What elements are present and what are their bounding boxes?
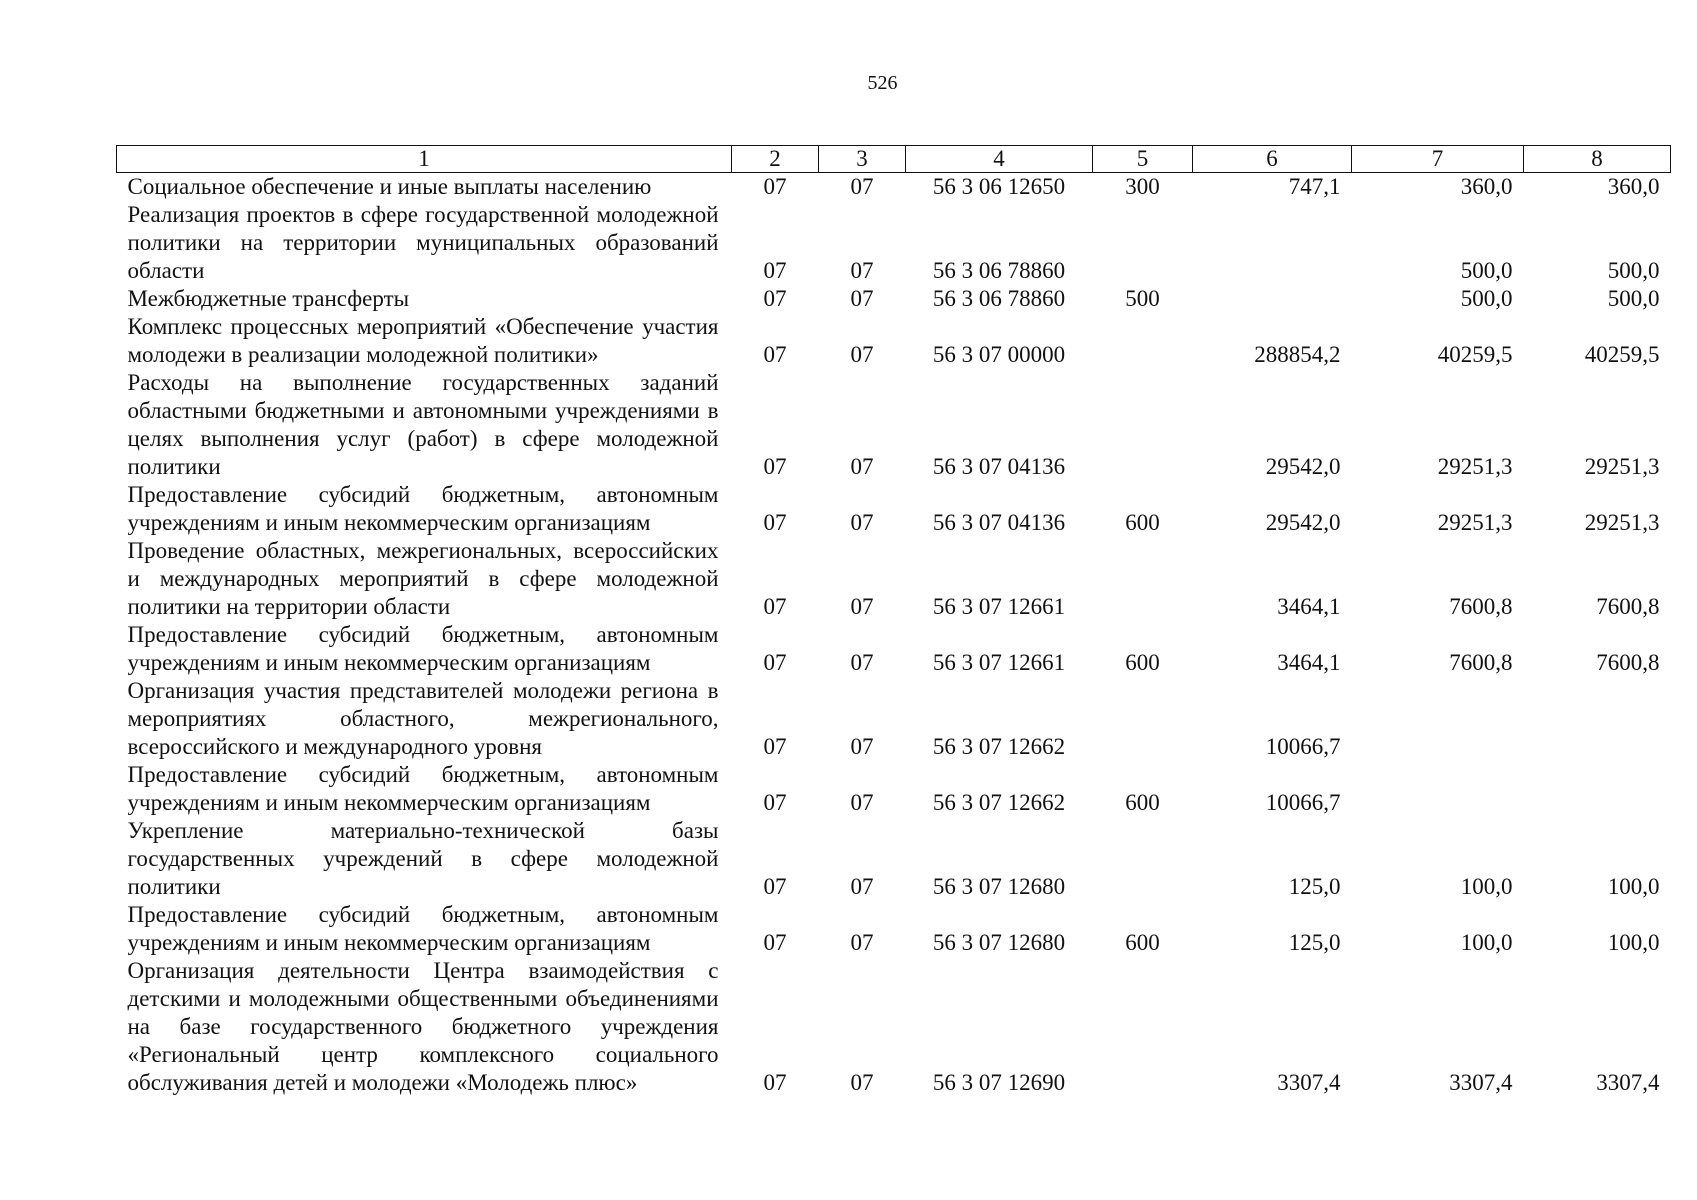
table-row — [117, 201, 1671, 285]
row-amount-col6: 3307,4 — [1277, 1070, 1341, 1095]
row-amount-col8: 3307,4 — [1596, 1070, 1660, 1095]
table-row — [117, 817, 1671, 901]
row-amount-col6: 10066,7 — [1265, 734, 1341, 759]
row-section: 07 — [763, 650, 787, 675]
row-amount-col7: 100,0 — [1460, 874, 1513, 899]
row-expense-type — [1093, 677, 1193, 761]
row-section: 07 — [763, 174, 787, 199]
row-expense-type — [1093, 201, 1193, 285]
row-target-code: 56 3 07 12680 — [932, 930, 1066, 955]
row-subsection: 07 — [850, 258, 874, 283]
table-row — [117, 537, 1671, 621]
row-description: Реализация проектов в сфере государственной молодежной политики на территории муниципальных образований области — [127, 202, 719, 283]
row-target-code: 56 3 07 00000 — [932, 342, 1066, 367]
row-amount-col6: 125,0 — [1288, 930, 1341, 955]
row-description: Предоставление субсидий бюджетным, автономным учреждениям и иным некоммерческим организациям — [127, 482, 719, 535]
row-amount-col7: 7600,8 — [1449, 594, 1513, 619]
row-expense-type — [1093, 957, 1193, 1097]
row-amount-col7: 40259,5 — [1437, 342, 1513, 367]
row-subsection: 07 — [850, 930, 874, 955]
header-row — [117, 146, 1671, 173]
row-amount-col6: 10066,7 — [1265, 790, 1341, 815]
row-amount-col8 — [1524, 677, 1671, 761]
row-amount-col8: 29251,3 — [1584, 510, 1660, 535]
row-amount-col8: 360,0 — [1607, 174, 1660, 199]
row-description: Межбюджетные трансферты — [127, 286, 410, 311]
row-target-code: 56 3 07 12661 — [932, 650, 1066, 675]
row-subsection: 07 — [850, 286, 874, 311]
row-section: 07 — [763, 790, 787, 815]
row-amount-col8: 500,0 — [1607, 258, 1660, 283]
row-target-code: 56 3 07 12680 — [932, 874, 1066, 899]
table-row — [117, 285, 1671, 313]
row-amount-col7: 100,0 — [1460, 930, 1513, 955]
column-header-2: 2 — [732, 146, 819, 173]
row-expense-type: 600 — [1125, 930, 1160, 955]
row-section: 07 — [763, 454, 787, 479]
row-expense-type — [1093, 817, 1193, 901]
row-amount-col7 — [1352, 677, 1524, 761]
row-description: Социальное обеспечение и иные выплаты населению — [127, 174, 652, 199]
column-header-1: 1 — [117, 146, 732, 173]
table-row — [117, 957, 1671, 1097]
table-body — [117, 173, 1671, 1098]
row-subsection: 07 — [850, 874, 874, 899]
row-amount-col6: 125,0 — [1288, 874, 1341, 899]
table-header — [117, 146, 1671, 173]
row-amount-col6: 3464,1 — [1277, 650, 1341, 675]
row-amount-col8: 100,0 — [1607, 930, 1660, 955]
row-description: Организация деятельности Центра взаимодействия с детскими и молодежными общественными объединениями на базе государственного бюджетного учреждения «Региональный центр комплексного социального обслуживания детей и молодежи «Молодежь плюс» — [127, 958, 719, 1095]
row-expense-type — [1093, 369, 1193, 481]
row-amount-col8 — [1524, 761, 1671, 817]
row-expense-type: 600 — [1125, 650, 1160, 675]
row-subsection: 07 — [850, 174, 874, 199]
row-subsection: 07 — [850, 510, 874, 535]
row-subsection: 07 — [850, 734, 874, 759]
row-amount-col7: 29251,3 — [1437, 454, 1513, 479]
row-section: 07 — [763, 1070, 787, 1095]
row-target-code: 56 3 07 12662 — [932, 790, 1066, 815]
row-amount-col6: 29542,0 — [1265, 510, 1341, 535]
row-section: 07 — [763, 930, 787, 955]
row-subsection: 07 — [850, 594, 874, 619]
row-target-code: 56 3 07 04136 — [932, 510, 1066, 535]
table-row — [117, 761, 1671, 817]
row-amount-col7: 3307,4 — [1449, 1070, 1513, 1095]
column-header-7: 7 — [1352, 146, 1524, 173]
row-amount-col6: 3464,1 — [1277, 594, 1341, 619]
table-row — [117, 677, 1671, 761]
row-target-code: 56 3 07 12662 — [932, 734, 1066, 759]
row-section: 07 — [763, 734, 787, 759]
row-section: 07 — [763, 286, 787, 311]
column-header-8: 8 — [1524, 146, 1671, 173]
row-expense-type — [1093, 537, 1193, 621]
row-amount-col6: 747,1 — [1288, 174, 1341, 199]
row-target-code: 56 3 07 12661 — [932, 594, 1066, 619]
table-row — [117, 313, 1671, 369]
table-row — [117, 369, 1671, 481]
budget-table — [116, 145, 1671, 1097]
column-header-6: 6 — [1193, 146, 1352, 173]
row-expense-type: 500 — [1125, 286, 1160, 311]
row-expense-type: 600 — [1125, 790, 1160, 815]
page-number: 526 — [867, 72, 898, 94]
row-description: Организация участия представителей молодежи региона в мероприятиях областного, межрегионального, всероссийского и международного уровня — [127, 678, 719, 759]
table-row — [117, 621, 1671, 677]
row-amount-col8: 500,0 — [1607, 286, 1660, 311]
row-description: Расходы на выполнение государственных заданий областными бюджетными и автономными учреждениями в целях выполнения услуг (работ) в сфере молодежной политики — [127, 370, 719, 479]
row-target-code: 56 3 07 04136 — [932, 454, 1066, 479]
column-header-5: 5 — [1093, 146, 1193, 173]
row-subsection: 07 — [850, 650, 874, 675]
row-target-code: 56 3 07 12690 — [932, 1070, 1066, 1095]
row-amount-col8: 40259,5 — [1584, 342, 1660, 367]
row-amount-col8: 29251,3 — [1584, 454, 1660, 479]
row-amount-col7: 500,0 — [1460, 258, 1513, 283]
row-section: 07 — [763, 342, 787, 367]
row-description: Предоставление субсидий бюджетным, автономным учреждениям и иным некоммерческим организациям — [127, 762, 719, 815]
row-expense-type: 600 — [1125, 510, 1160, 535]
row-description: Проведение областных, межрегиональных, всероссийских и международных мероприятий в сфере молодежной политики на территории области — [127, 538, 719, 619]
row-section: 07 — [763, 874, 787, 899]
row-description: Предоставление субсидий бюджетным, автономным учреждениям и иным некоммерческим организациям — [127, 622, 719, 675]
row-amount-col8: 7600,8 — [1596, 594, 1660, 619]
row-subsection: 07 — [850, 454, 874, 479]
row-description: Комплекс процессных мероприятий «Обеспечение участия молодежи в реализации молодежной политики» — [127, 314, 719, 367]
row-subsection: 07 — [850, 1070, 874, 1095]
row-amount-col6 — [1193, 285, 1352, 313]
row-amount-col7: 500,0 — [1460, 286, 1513, 311]
row-description: Укрепление материально-технической базы государственных учреждений в сфере молодежной политики — [127, 818, 719, 899]
row-subsection: 07 — [850, 342, 874, 367]
row-amount-col7 — [1352, 761, 1524, 817]
row-amount-col6: 288854,2 — [1254, 342, 1341, 367]
row-subsection: 07 — [850, 790, 874, 815]
row-target-code: 56 3 06 12650 — [932, 174, 1066, 199]
row-target-code: 56 3 06 78860 — [932, 286, 1066, 311]
row-section: 07 — [763, 258, 787, 283]
row-section: 07 — [763, 510, 787, 535]
row-amount-col8: 100,0 — [1607, 874, 1660, 899]
row-target-code: 56 3 06 78860 — [932, 258, 1066, 283]
row-amount-col7: 29251,3 — [1437, 510, 1513, 535]
table-row — [117, 901, 1671, 957]
row-description: Предоставление субсидий бюджетным, автономным учреждениям и иным некоммерческим организациям — [127, 902, 719, 955]
row-section: 07 — [763, 594, 787, 619]
row-amount-col7: 360,0 — [1460, 174, 1513, 199]
row-expense-type — [1093, 313, 1193, 369]
row-amount-col8: 7600,8 — [1596, 650, 1660, 675]
column-header-4: 4 — [906, 146, 1093, 173]
row-expense-type: 300 — [1125, 174, 1160, 199]
row-amount-col6 — [1193, 201, 1352, 285]
row-amount-col6: 29542,0 — [1265, 454, 1341, 479]
table-row — [117, 173, 1671, 202]
column-header-3: 3 — [819, 146, 906, 173]
row-amount-col7: 7600,8 — [1449, 650, 1513, 675]
table-row — [117, 481, 1671, 537]
